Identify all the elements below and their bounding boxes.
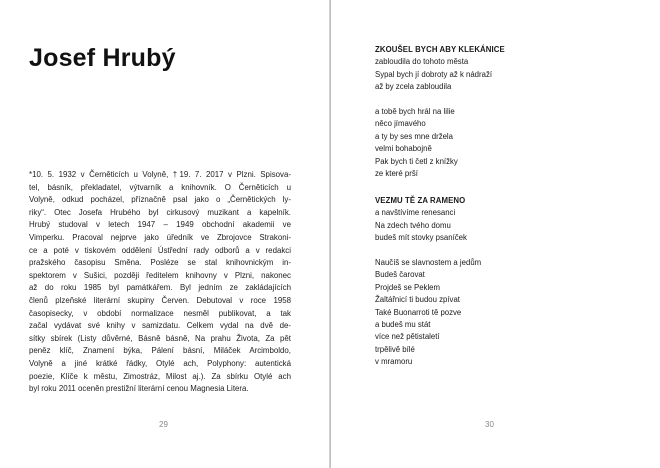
poem-line: Na zdech tvého domu <box>375 220 451 230</box>
poem-line: a tobě bych hrál na lilie <box>375 107 455 117</box>
author-biography <box>29 169 291 396</box>
bio-line: Hrubý studoval v letech 1947 – 1949 obchodní akademii ve <box>29 220 291 230</box>
bio-line: členů plzeňské literární skupiny Červen. Debutoval v roce 1958 <box>29 295 291 305</box>
poem-line: zabloudila do tohoto města <box>375 57 469 67</box>
page-number-right: 30 <box>485 420 494 429</box>
poem-line: ze které prší <box>375 169 418 179</box>
poem-line: v mramoru <box>375 357 413 367</box>
poem-line: něco jímavého <box>375 119 426 129</box>
poem-title: VEZMU TĚ ZA RAMENO <box>375 196 466 205</box>
poem-line: Pak bych ti četl z knížky <box>375 156 458 166</box>
bio-line: ce a poté v tiskovém oddělení Ústřední rady odborů a v redakci <box>29 245 291 255</box>
bio-line: Volyně, odkud pocházel, příznačně psal jako o „Černětických ly- <box>29 195 291 205</box>
poem-line: více než pětistaletí <box>375 332 440 342</box>
poem-line: Naučíš se slavnostem a jedům <box>375 258 482 268</box>
stanza-break <box>375 245 481 257</box>
poem-zkousel-bych <box>375 44 505 180</box>
bio-line: spektorem v Sušici, později ředitelem knihovny v Plzni, nakonec <box>29 270 291 280</box>
poem-line: trpělivě bílé <box>375 344 415 354</box>
bio-line: Vimperku. Pracoval nejprve jako úředník ve Zbrojovce Strakoni- <box>29 232 291 242</box>
poem-line: Sypal bych jí dobroty až k nádraží <box>375 69 493 79</box>
bio-line: až do roku 1985 byl památkářem. Byl jedním ze zakládajících <box>29 283 291 293</box>
poem-line: a budeš mu stát <box>375 320 431 330</box>
poem-line: budeš mít stovky psaníček <box>375 233 467 243</box>
bio-line: riky“. Otec Josefa Hrubého byl cirkusový muzikant a kapelník. <box>29 207 291 217</box>
bio-line: tel, básník, překladatel, výtvarník a knihovník. O Černěticích u <box>29 182 291 192</box>
bio-line: začal vydávat své knihy v samizdatu. Celkem vydal na dvě de- <box>29 321 291 331</box>
bio-line: pražského časopisu Směna. Posléze se stal knihovnickým in- <box>29 258 291 268</box>
bio-line: časopisecky, v období normalizace nesměl publikovat, a tak <box>29 308 291 318</box>
poem-line: velmi bohabojně <box>375 144 432 154</box>
right-page <box>331 0 660 468</box>
poem-line: Také Buonarroti tě pozve <box>375 307 462 317</box>
poem-line: a ty by ses mne držela <box>375 131 454 141</box>
left-page <box>0 0 329 468</box>
bio-line: Volyně a jiné krátké řádky, Otylé ach, Polyphony: autentická <box>29 358 291 368</box>
bio-line: sítky sbírek (Listy důvěrné, Básně básně, Na prahu Života, Za pět <box>29 333 291 343</box>
bio-line: poezie, Klíče k městu, Zimostráz, Milost aj.). Za sbírku Otylé ach <box>29 371 291 381</box>
bio-line: *10. 5. 1932 v Černěticích u Volyně, †19. 7. 2017 v Plzni. Spisova- <box>29 170 291 179</box>
bio-line: peněz klíč, Znamení býka, Pálení básní, Miláček Arcimboldo, <box>29 346 291 356</box>
page-number-left: 29 <box>159 420 168 429</box>
poem-line: až by zcela zabloudila <box>375 82 452 92</box>
poem-line: Žaltářnicí ti budou zpívat <box>375 295 460 305</box>
poem-line: a navštívíme renesanci <box>375 208 456 218</box>
poem-line: Projdeš se Peklem <box>375 282 441 292</box>
stanza-break <box>375 94 505 106</box>
bio-line: byl roku 2011 oceněn prestižní literární cenou Magnesia Litera. <box>29 384 249 394</box>
poem-title: ZKOUŠEL BYCH ABY KLEKÁNICE <box>375 45 505 54</box>
poem-line: Budeš čarovat <box>375 270 425 280</box>
author-name-heading: Josef Hrubý <box>29 44 176 72</box>
poem-vezmu-te <box>375 195 481 369</box>
